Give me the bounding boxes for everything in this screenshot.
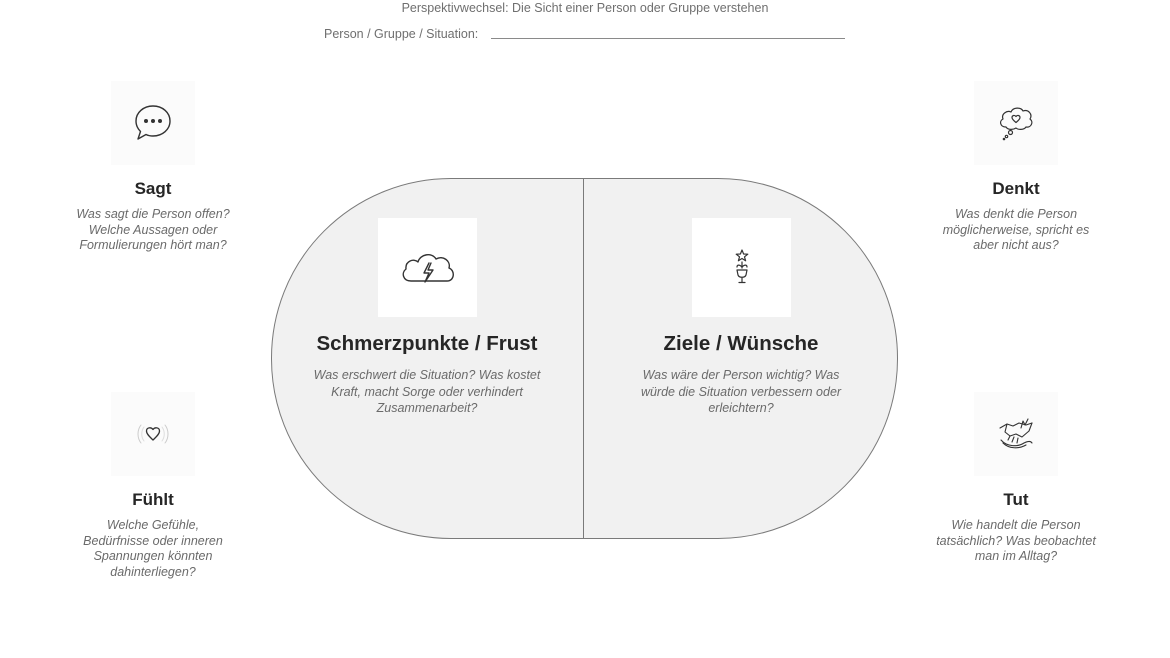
gains-icon-box: [692, 218, 791, 317]
storm-cloud-icon: [399, 248, 457, 288]
thinks-description: Was denkt die Person möglicherweise, spricht es aber nicht aus?: [942, 207, 1090, 252]
heart-icon: [133, 419, 173, 449]
does-icon-box: [974, 392, 1058, 476]
trophy-star-icon: [732, 248, 752, 288]
pains-icon-box: [378, 218, 477, 317]
page-title: Perspektivwechsel: Die Sicht einer Person oder Gruppe verstehen: [401, 1, 769, 15]
feels-title: Fühlt: [132, 490, 174, 509]
center-stadium: [271, 178, 898, 539]
says-icon-box: [111, 81, 195, 165]
pains-title: Schmerzpunkte / Frust: [316, 332, 538, 355]
thinks-title: Denkt: [992, 179, 1040, 198]
thinks-icon-box: [974, 81, 1058, 165]
gains-description: Was wäre der Person wichtig? Was würde die Situation verbessern oder erleichtern?: [640, 368, 842, 415]
does-title: Tut: [1003, 490, 1029, 509]
pains-description: Was erschwert die Situation? Was kostet Kraft, macht Sorge oder verhindert Zusammenarbeit?: [313, 368, 541, 415]
center-divider: [583, 179, 584, 538]
person-label: Person / Gruppe / Situation:: [324, 27, 479, 41]
person-input-line[interactable]: [491, 38, 845, 39]
speech-bubble-icon: [133, 103, 173, 143]
feels-description: Welche Gefühle, Bedürfnisse oder inneren Spannungen könnten dahinterliegen?: [83, 518, 223, 579]
gains-title: Ziele / Wünsche: [663, 332, 819, 355]
says-title: Sagt: [134, 179, 172, 198]
does-description: Wie handelt die Person tatsächlich? Was beobachtet man im Alltag?: [936, 518, 1096, 563]
feels-icon-box: [111, 392, 195, 476]
thought-bubble-heart-icon: [996, 103, 1036, 143]
says-description: Was sagt die Person offen? Welche Aussagen oder Formulierungen hört man?: [76, 207, 230, 252]
handshake-icon: [996, 416, 1036, 452]
